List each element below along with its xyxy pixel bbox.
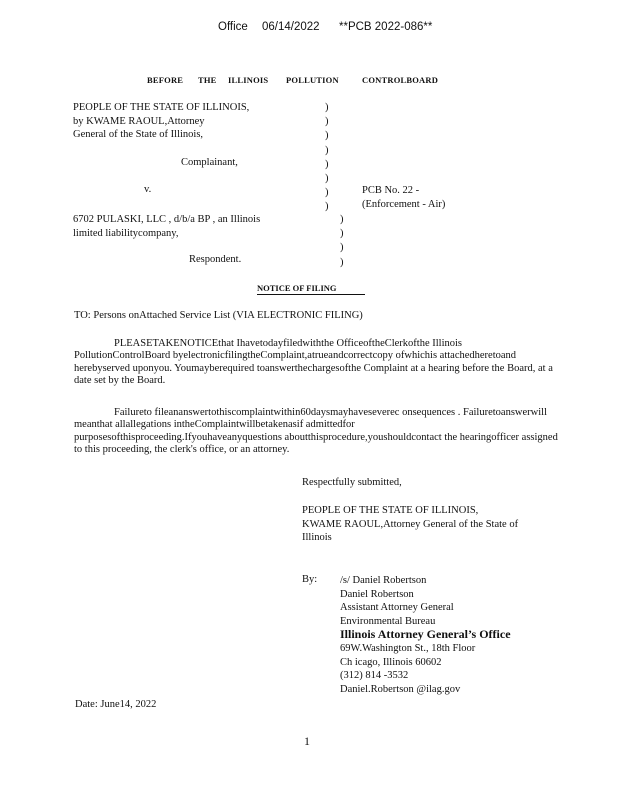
notice-title: NOTICE OF FILING [257, 283, 365, 295]
email-line: Daniel.Robertson @ilag.gov [340, 683, 461, 695]
office-name: Illinois Attorney General’s Office [340, 627, 511, 642]
address-line: Ch icago, Illinois 60602 [340, 656, 442, 668]
signature-line: /s/ Daniel Robertson [340, 575, 427, 586]
party-line: PEOPLE OF THE STATE OF ILLINOIS, [302, 505, 479, 516]
address-line: 69W.Washington St., 18th Floor [340, 642, 476, 654]
complainant-block [73, 101, 249, 142]
pcb-number: **PCB 2022-086** [339, 21, 433, 33]
notice-paragraph-1 [74, 338, 560, 388]
versus-label: v. [144, 184, 152, 195]
respondent-block [73, 213, 260, 240]
notice-paragraph-2-text: Failureto fileananswertothiscomplaintwithin60daysmayhaveseverec onsequences . Failuretoanswerwill meanthat allallegations intheComplaintwillbetakenasif admittedfor purposesofthisproceeding.Ifyouhaveanyquestions aboutthisprocedure,youshouldcontact the hearingofficer assigned to this proceeding, the clerk's office, or an attorney. [74, 407, 558, 456]
respondent-line: 6702 PULASKI, LLC , d/b/a BP , an Illinois [73, 214, 261, 225]
signature-block [340, 574, 511, 696]
party-line: KWAME RAOUL,Attorney General of the State of [302, 518, 519, 530]
to-line: TO: Persons onAttached Service List (VIA ELECTRONIC FILING) [74, 310, 363, 321]
signature-line: Assistant Attorney General [340, 602, 454, 614]
case-type: (Enforcement - Air) [362, 199, 446, 210]
board-heading-the: THE [198, 75, 217, 85]
complainant-label: Complainant, [181, 157, 238, 168]
date-line: Date: June14, 2022 [75, 699, 157, 710]
notice-paragraph-2 [74, 407, 560, 457]
complainant-line: by KWAME RAOUL,Attorney [73, 115, 205, 127]
complainant-line: PEOPLE OF THE STATE OF ILLINOIS, [73, 102, 250, 113]
signature-line: Environmental Bureau [340, 615, 436, 627]
signature-party-block [302, 504, 518, 545]
board-heading-illinois: ILLINOIS [228, 75, 269, 85]
caption-parentheses: ) ) ) ) ) ) ) ) [325, 102, 329, 213]
board-heading-before: BEFORE [147, 75, 184, 85]
case-number: PCB No. 22 - [362, 185, 420, 196]
complainant-line: General of the State of Illinois, [73, 129, 204, 141]
board-heading-pollution: POLLUTION [286, 75, 339, 85]
header-date: 06/14/2022 [262, 21, 320, 33]
signature-line: Daniel Robertson [340, 588, 414, 600]
by-label: By: [302, 574, 318, 585]
address-line: (312) 814 -3532 [340, 670, 409, 682]
page-number: 1 [304, 734, 310, 748]
respondent-line: limited liabilitycompany, [73, 227, 179, 239]
office-label: Office [218, 21, 248, 33]
notice-paragraph-1-text: PLEASETAKENOTICEthat Ihavetodayfiledwiththe OfficeoftheClerkofthe Illinois PollutionControlBoard byelectronicfilingtheComplaint,atrueandcorrectcopy ofwhichis attachedheretoand herebyserved uponyou. Youmayberequired toanswerthechargesofthe Complaint at a hearing before the Board, at a date set by the Board. [74, 338, 553, 387]
respondent-label: Respondent. [189, 254, 242, 265]
closing-line: Respectfully submitted, [302, 477, 402, 488]
board-heading-controlboard: CONTROLBOARD [362, 75, 439, 85]
caption-parentheses-lower: ) ) ) ) [340, 214, 344, 268]
party-line: Illinois [302, 532, 332, 544]
